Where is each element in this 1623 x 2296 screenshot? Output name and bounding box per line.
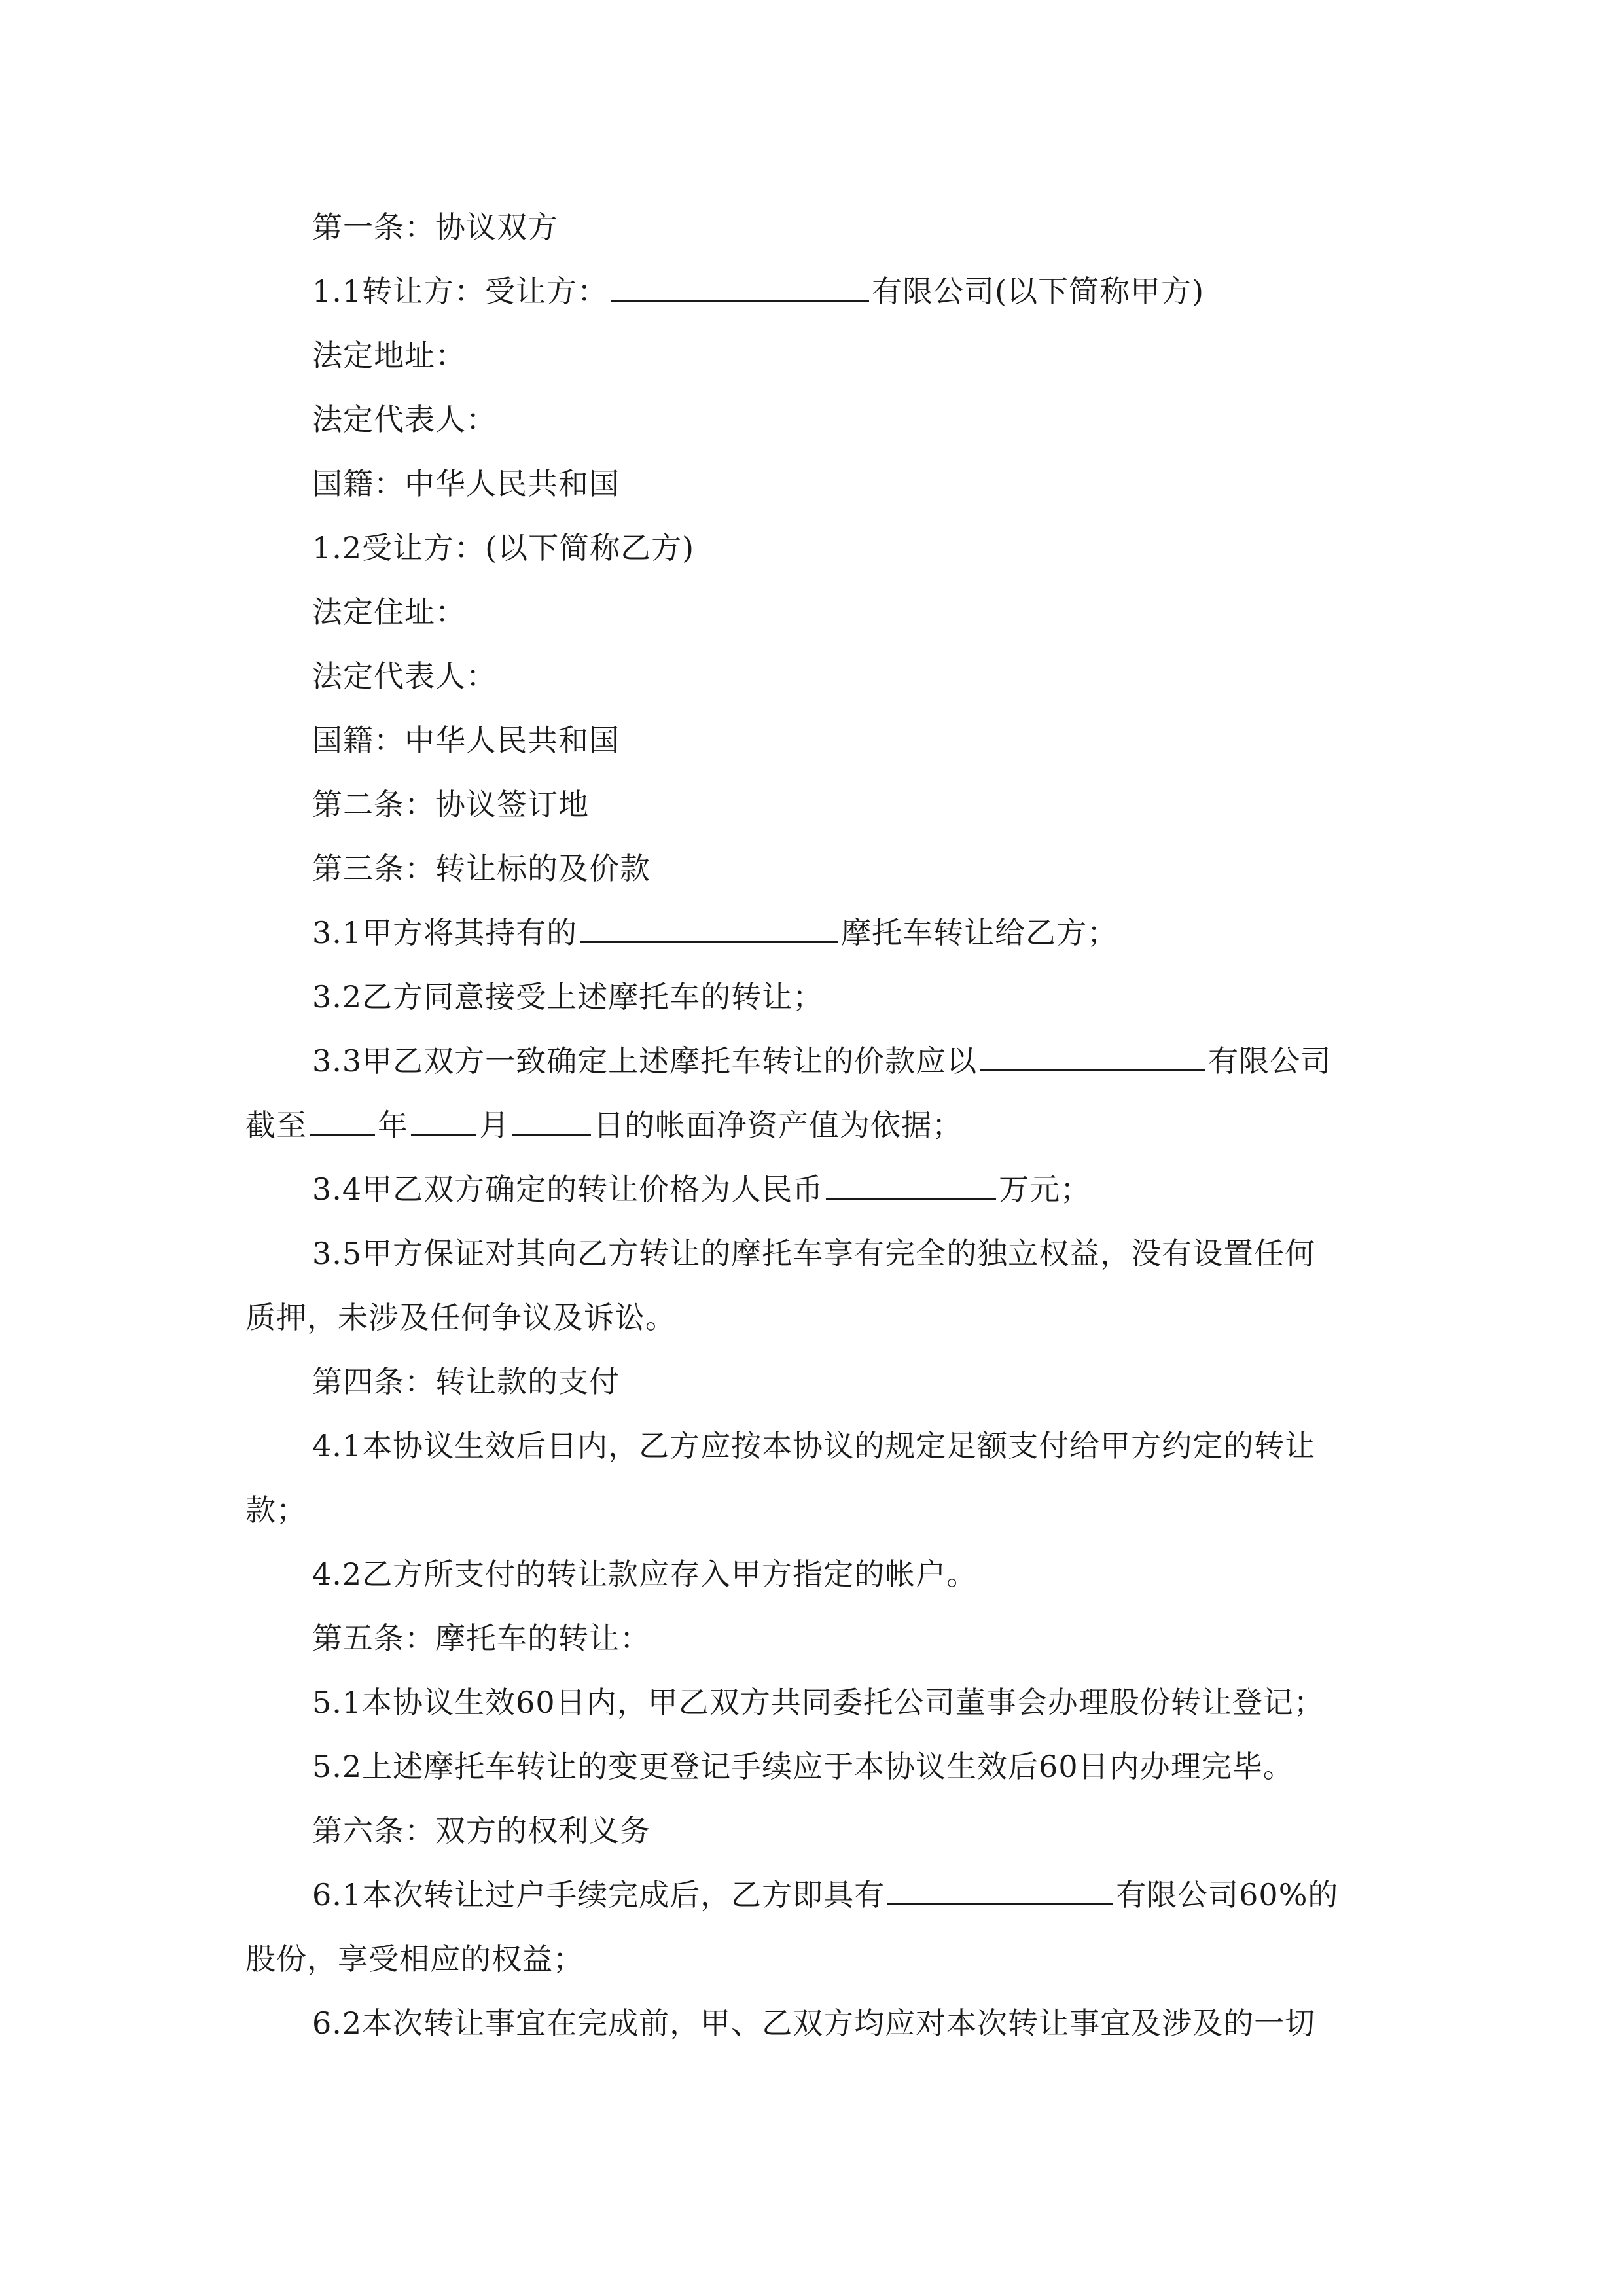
clause-3-3-cont: 截至 年 月 日的帐面净资产值为依据； xyxy=(245,1107,963,1143)
blank-day xyxy=(512,1110,591,1136)
clause-3-4: 3.4甲乙双方确定的转让价格为人民币 万元； xyxy=(312,1172,1092,1207)
clause-3-3: 3.3甲乙双方一致确定上述摩托车转让的价款应以 有限公司 xyxy=(312,1043,1332,1079)
blank-month xyxy=(411,1110,476,1136)
blank-company xyxy=(980,1046,1205,1071)
clause-6-2: 6.2本次转让事宜在完成前，甲、乙双方均应对本次转让事宜及涉及的一切 xyxy=(312,2005,1316,2041)
blank-transferor-company xyxy=(611,276,869,302)
article-3-title: 第三条：转让标的及价款 xyxy=(312,851,651,886)
clause-3-5: 3.5甲方保证对其向乙方转让的摩托车享有完全的独立权益，没有设置任何 xyxy=(312,1236,1316,1271)
clause-6-1: 6.1本次转让过户手续完成后，乙方即具有 有限公司60%的 xyxy=(312,1877,1339,1912)
legal-rep-2: 法定代表人： xyxy=(312,658,497,694)
blank-year xyxy=(310,1110,375,1136)
article-2-title: 第二条：协议签订地 xyxy=(312,787,589,822)
blank-motorcycle xyxy=(580,918,838,943)
legal-rep-1: 法定代表人： xyxy=(312,402,497,437)
clause-5-1: 5.1本协议生效60日内，甲乙双方共同委托公司董事会办理股份转让登记； xyxy=(312,1685,1325,1720)
article-5-title: 第五条：摩托车的转让： xyxy=(312,1621,651,1656)
clause-6-1-cont: 股份，享受相应的权益； xyxy=(245,1941,584,1977)
clause-3-2: 3.2乙方同意接受上述摩托车的转让； xyxy=(312,979,824,1014)
article-6-title: 第六条：双方的权利义务 xyxy=(312,1813,651,1848)
article-4-title: 第四条：转让款的支付 xyxy=(312,1364,620,1399)
legal-address-1: 法定地址： xyxy=(312,338,466,373)
article-1-title: 第一条：协议双方 xyxy=(312,209,558,245)
nationality-1: 国籍：中华人民共和国 xyxy=(312,466,620,501)
clause-4-1-cont: 款； xyxy=(245,1492,307,1528)
clause-1-1: 1.1转让方：受让方： 有限公司(以下简称甲方) xyxy=(312,274,1205,309)
clause-1-2: 1.2受让方：(以下简称乙方) xyxy=(312,530,695,565)
legal-address-2: 法定住址： xyxy=(312,594,466,630)
clause-5-2: 5.2上述摩托车转让的变更登记手续应于本协议生效后60日内办理完毕。 xyxy=(312,1749,1294,1784)
clause-4-2: 4.2乙方所支付的转让款应存入甲方指定的帐户。 xyxy=(312,1556,978,1592)
clause-3-1: 3.1甲方将其持有的 摩托车转让给乙方； xyxy=(312,915,1118,950)
clause-4-1: 4.1本协议生效后日内，乙方应按本协议的规定足额支付给甲方约定的转让 xyxy=(312,1428,1316,1463)
blank-price xyxy=(826,1174,996,1200)
nationality-2: 国籍：中华人民共和国 xyxy=(312,723,620,758)
clause-3-5-cont: 质押，未涉及任何争议及诉讼。 xyxy=(245,1300,676,1335)
blank-company-6-1 xyxy=(887,1880,1113,1905)
